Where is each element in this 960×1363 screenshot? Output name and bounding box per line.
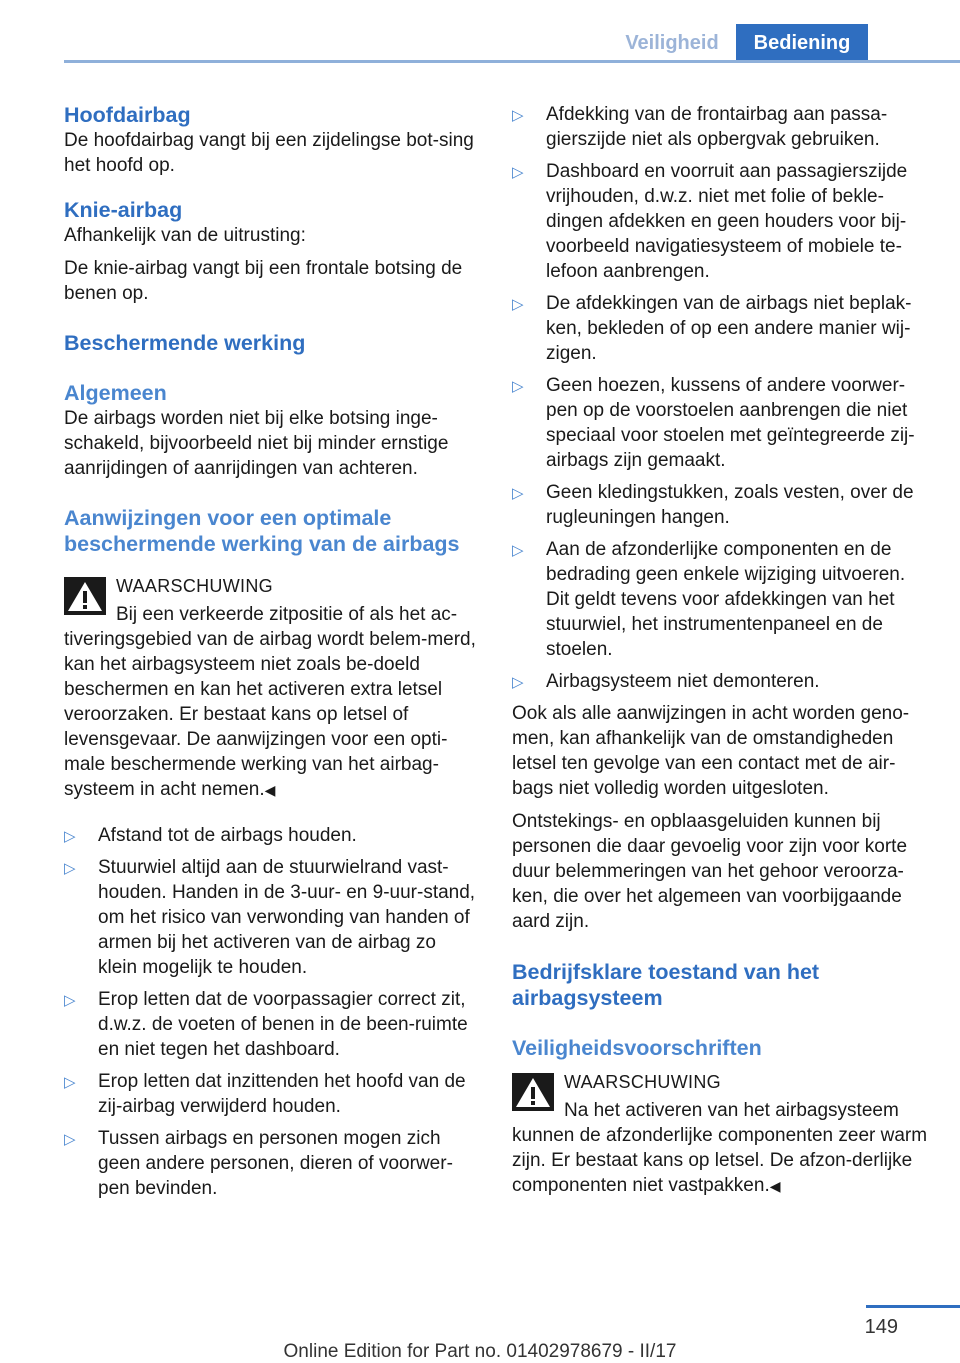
end-marker-icon: ◀ [769, 1178, 781, 1194]
paragraph-knie-uitrusting: Afhankelijk van de uitrusting: [64, 225, 306, 246]
list-item [512, 102, 930, 152]
list-item [512, 159, 930, 284]
heading-algemeen: Algemeen [64, 381, 167, 405]
list-item [512, 537, 930, 662]
paragraph-ook-als: Ook als alle aanwijzingen in acht worden geno-men, kan afhankelijk van de omstandigheden letsel ten gevolge van een contact met de air-bags niet volledig worden uitgesloten. [512, 703, 910, 799]
triangle-bullet-icon: ▷ [512, 542, 524, 559]
warning-icon [512, 1073, 554, 1111]
heading-hoofdairbag: Hoofdairbag [64, 103, 191, 127]
footer-divider [866, 1305, 960, 1308]
warning-text [64, 602, 478, 803]
triangle-bullet-icon: ▷ [64, 1074, 76, 1091]
triangle-bullet-icon: ▷ [512, 674, 524, 691]
edition-footer: Online Edition for Part no. 01402978679 - II/17 [283, 1341, 677, 1362]
paragraph-algemeen: De airbags worden niet bij elke botsing inge-schakeld, bijvoorbeeld niet bij minder ernstige aanrijdingen of aanrijdingen van achteren. [64, 408, 449, 479]
triangle-bullet-icon: ▷ [64, 828, 76, 845]
list-item [64, 1069, 478, 1119]
left-column [64, 102, 478, 1201]
list-item [64, 1126, 478, 1201]
warning-text [512, 1098, 930, 1199]
heading-beschermende-werking: Beschermende werking [64, 331, 306, 355]
list-item-text: Stuurwiel altijd aan de stuurwielrand vast-houden. Handen in de 3-uur- en 9-uur-stand, om het risico van verwonding van handen of armen bij het activeren van de airbag zo klein mogelijk te houden. [98, 857, 476, 978]
header-divider [64, 60, 960, 63]
heading-knie-airbag: Knie-airbag [64, 198, 183, 222]
list-item-text: Geen hoezen, kussens of andere voorwer-pen op de voorstoelen aanbrengen die niet speciaal voor stoelen met geïntegreerde zij-airbags zijn gemaakt. [546, 375, 915, 471]
triangle-bullet-icon: ▷ [512, 107, 524, 124]
list-item-text: Aan de afzonderlijke componenten en de bedrading geen enkele wijziging uitvoeren. Dit geldt tevens voor afdekkingen van het stuurwiel, het instrumentenpaneel en de stoelen. [546, 539, 906, 660]
triangle-bullet-icon: ▷ [512, 164, 524, 181]
tab-bediening[interactable]: Bediening [736, 24, 868, 62]
triangle-bullet-icon: ▷ [512, 485, 524, 502]
list-item [512, 291, 930, 366]
warning-block [512, 1069, 930, 1199]
warning-title: WAARSCHUWING [116, 576, 273, 596]
list-item [64, 823, 478, 848]
list-item-text: Tussen airbags en personen mogen zich geen andere personen, dieren of voorwer-pen bevinden. [98, 1128, 453, 1199]
paragraph-ontstekingsgeluiden: Ontstekings- en opblaasgeluiden kunnen bij personen die daar gevoelig voor zijn voor korte duur belemmeringen van het gehoor veroorza-ken, die over het algemeen van voorbijgaande aard zijn. [512, 811, 908, 932]
triangle-bullet-icon: ▷ [512, 378, 524, 395]
bullet-list-left [64, 823, 478, 1201]
tab-veiligheid[interactable]: Veiligheid [608, 24, 736, 62]
list-item-text: Airbagsysteem niet demonteren. [546, 671, 820, 692]
heading-aanwijzingen: Aanwijzingen voor een optimale beschermende werking van de airbags [64, 506, 460, 556]
list-item [64, 855, 478, 980]
warning-block [64, 573, 478, 803]
list-item [64, 987, 478, 1062]
list-item-text: Dashboard en voorruit aan passagierszijde vrijhouden, d.w.z. niet met folie of bekle-dingen afdekken en geen houders voor bij-voorbeeld navigatiesysteem of mobiele te-lefoon aanbrengen. [546, 161, 908, 282]
list-item [512, 480, 930, 530]
heading-bedrijfsklare-toestand: Bedrijfsklare toestand van het airbagsysteem [512, 960, 820, 1010]
warning-body: Bij een verkeerde zitpositie of als het ac-tiveringsgebied van de airbag wordt belem-merd, kan het airbagsysteem niet zoals be-doeld beschermen en kan het activeren extra letsel veroorzaken. Er bestaat kans op letsel of levensgevaar. De aanwijzingen voor een opti-male beschermende werking van het airbag-systeem in acht nemen. [64, 604, 476, 800]
right-column [512, 102, 930, 1199]
list-item [512, 373, 930, 473]
page-number: 149 [864, 1316, 898, 1338]
triangle-bullet-icon: ▷ [512, 296, 524, 313]
list-item-text: Erop letten dat de voorpassagier correct zit, d.w.z. de voeten of benen in de been-ruimte en niet tegen het dashboard. [98, 989, 468, 1060]
triangle-bullet-icon: ▷ [64, 1131, 76, 1148]
warning-icon [64, 577, 106, 615]
list-item [512, 669, 930, 694]
list-item-text: Geen kledingstukken, zoals vesten, over de rugleuningen hangen. [546, 482, 914, 528]
warning-body: Na het activeren van het airbagsysteem kunnen de afzonderlijke componenten zeer warm zijn. Er bestaat kans op letsel. De afzon-derlijke componenten niet vastpakken. [512, 1100, 928, 1196]
list-item-text: De afdekkingen van de airbags niet beplak-ken, bekleden of op een andere manier wij-zigen. [546, 293, 912, 364]
bullet-list-right [512, 102, 930, 694]
warning-title: WAARSCHUWING [564, 1072, 721, 1092]
list-item-text: Erop letten dat inzittenden het hoofd van de zij-airbag verwijderd houden. [98, 1071, 466, 1117]
triangle-bullet-icon: ▷ [64, 992, 76, 1009]
paragraph-hoofdairbag: De hoofdairbag vangt bij een zijdelingse bot-sing het hoofd op. [64, 130, 474, 176]
end-marker-icon: ◀ [264, 782, 276, 798]
paragraph-knie-airbag: De knie-airbag vangt bij een frontale botsing de benen op. [64, 258, 463, 304]
triangle-bullet-icon: ▷ [64, 860, 76, 877]
heading-veiligheidsvoorschriften: Veiligheidsvoorschriften [512, 1036, 762, 1060]
list-item-text: Afdekking van de frontairbag aan passa-gierszijde niet als opbergvak gebruiken. [546, 104, 888, 150]
list-item-text: Afstand tot de airbags houden. [98, 825, 357, 846]
